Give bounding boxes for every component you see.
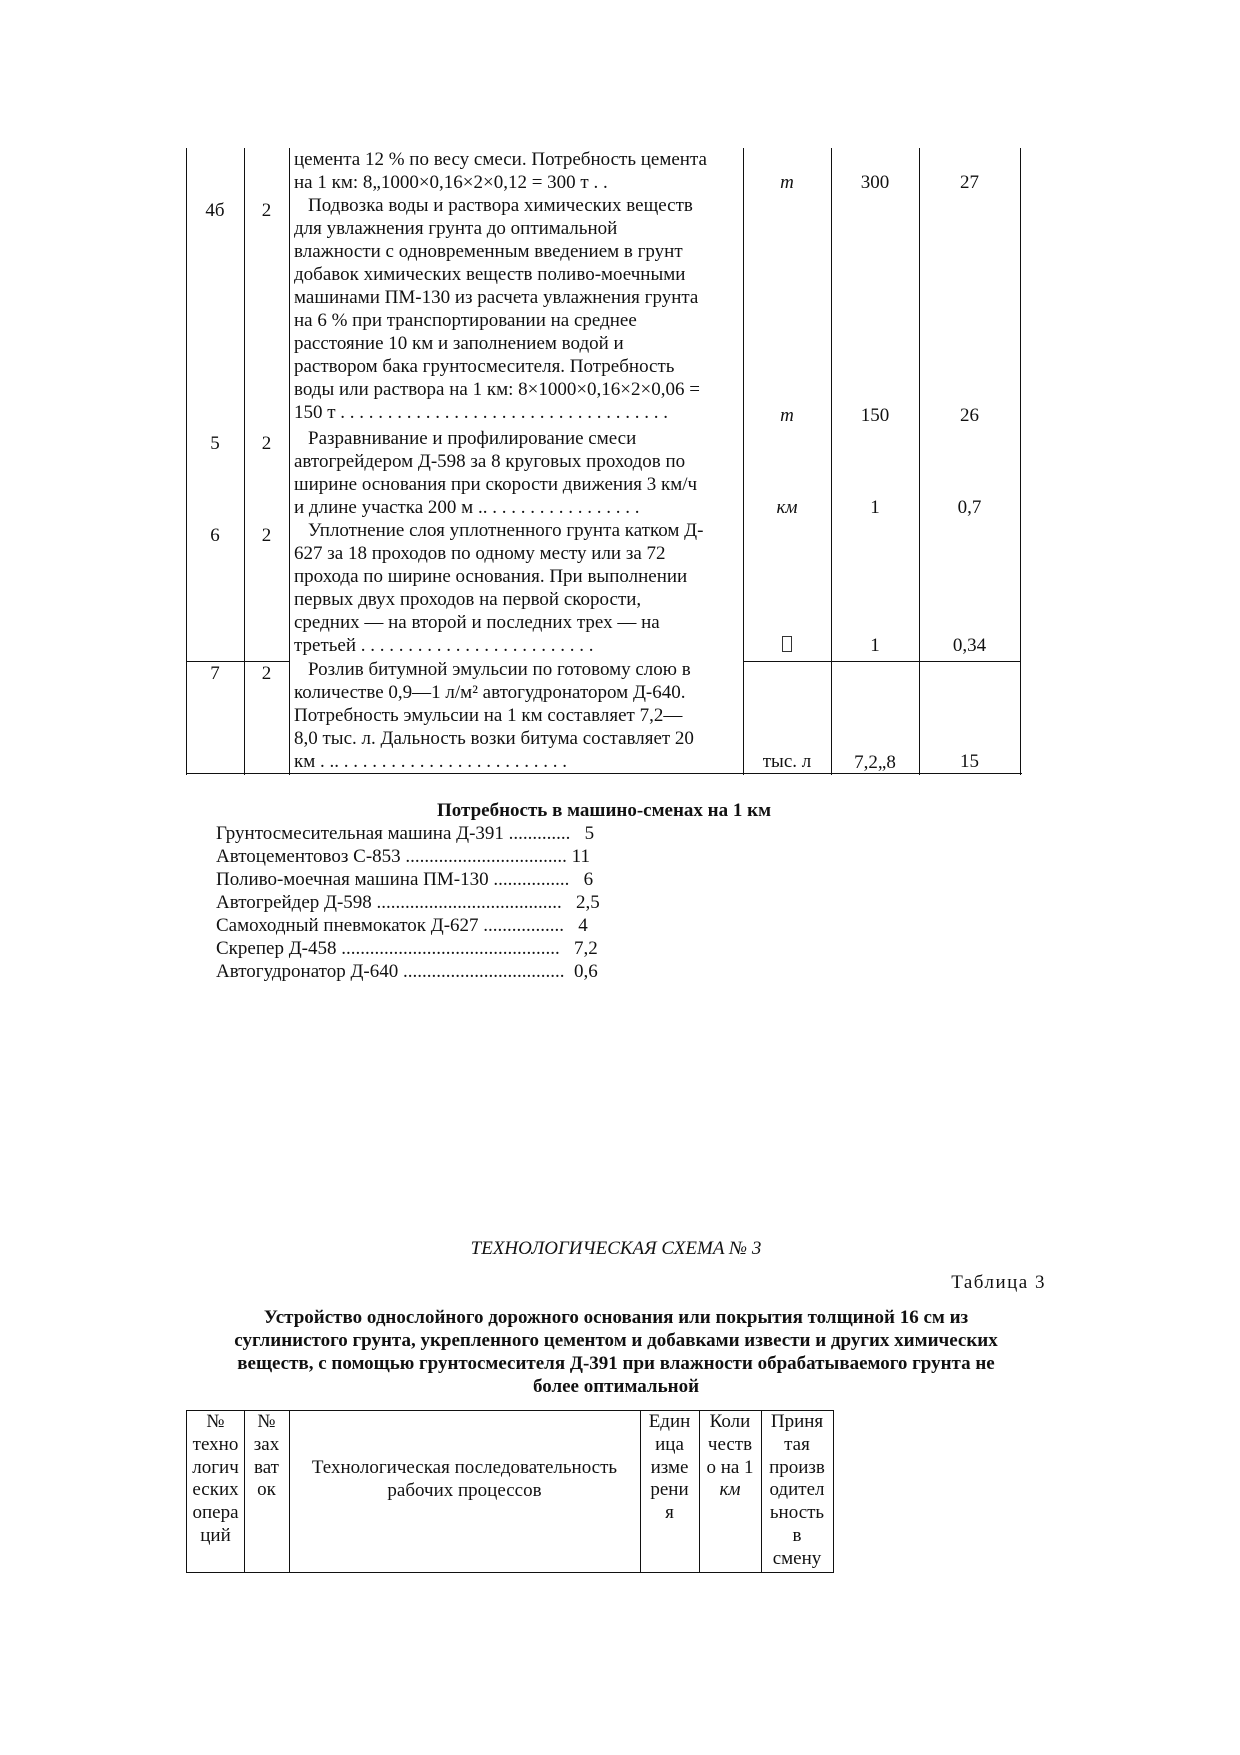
- work-table: [186, 148, 1022, 775]
- rate-cell: 15: [960, 751, 979, 772]
- unit-cell: т: [780, 172, 794, 193]
- zahvat-number: 2: [261, 663, 272, 684]
- table-label: Таблица 3: [951, 1272, 1046, 1293]
- list-item: Поливо-моечная машина ПМ-130 ................ 6: [216, 869, 594, 890]
- table-border: [919, 148, 920, 775]
- operation-number: 6: [210, 525, 220, 546]
- quantity-cell: 150: [860, 405, 890, 426]
- operation-description: Разравнивание и профилирование смеси автогрейдером Д-598 за 8 круговых проходов по ширине основания при скорости движения 3 км/ч и длине участка 200 м .. . . . . . . . . . . . . . . . .: [294, 428, 698, 518]
- operation-description: цемента 12 % по весу смеси. Потребность цемента на 1 км: 8„1000×0,16×2×0,12 = 300 т . .: [294, 149, 707, 193]
- table-border: [1020, 148, 1021, 775]
- table-border: [831, 148, 832, 775]
- quantity-cell: 300: [860, 172, 890, 193]
- rate-cell: 0,7: [957, 497, 982, 518]
- needs-title: Потребность в машино-сменах на 1 км: [436, 800, 772, 821]
- operation-description: Подвозка воды и раствора химических веществ для увлажнения грунта до оптимальной влажности с одновременным введением в грунт добавок химических веществ поливо-моечными машинами ПМ-130 из расчета увлажнения грунта на 6 % при транспортировании на среднее расстояние 10 км и заполнением водой и раствором бака грунтосмесителя. Потребность воды или раствора на 1 км: 8×1000×0,16×2×0,06 = 150 т . . . . . . . . . . . . . . . . . . . . . . . . . . . . . . . . . . .: [294, 195, 700, 423]
- rate-cell: 26: [960, 405, 979, 426]
- operation-number: 7: [210, 663, 220, 684]
- list-item: Самоходный пневмокаток Д-627 ................. 4: [216, 915, 588, 936]
- header-unit: Един ица изме рени я: [648, 1411, 691, 1524]
- rate-cell: 27: [960, 172, 979, 193]
- missing-glyph-icon: [743, 634, 831, 657]
- quantity-cell: 1: [870, 635, 880, 656]
- list-item: Автоцементовоз С-853 .................................. 11: [216, 846, 590, 867]
- table-border: [289, 148, 290, 775]
- list-item: Автогудронатор Д-640 .................................. 0,6: [216, 961, 598, 982]
- table-caption: Устройство однослойного дорожного основания или покрытия толщиной 16 см из суглинистого грунта, укрепленного цементом и добавками извести и других химических веществ, с помощью грунтосмесителя Д-391 при влажности обрабатываемого грунта не более оптимальной: [234, 1307, 998, 1397]
- header-productivity: Приня тая произв одител ьность в смену: [769, 1411, 825, 1569]
- zahvat-number: 2: [261, 200, 272, 221]
- header-quantity: Коли честв о на 1 км: [706, 1411, 754, 1501]
- header-operation-number: № техно логич еских опера ций: [192, 1411, 239, 1546]
- list-item: Грунтосмесительная машина Д-391 ............. 5: [216, 823, 595, 844]
- unit-cell: тыс. л: [762, 751, 812, 772]
- unit-cell: км: [776, 497, 798, 518]
- header-process-sequence: Технологическая последовательность рабочих процессов: [311, 1457, 618, 1501]
- scheme-table-header: [186, 1410, 834, 1573]
- operation-description: Розлив битумной эмульсии по готовому слою в количестве 0,9—1 л/м² автогудронатором Д-640. Потребность эмульсии на 1 км составляет 7,2— 8,0 тыс. л. Дальность возки битума составляет 20 км . .. . . . . . . . . . . . . . . . . . . . . . . . .: [294, 659, 694, 772]
- list-item: Скрепер Д-458 .............................................. 7,2: [216, 938, 598, 959]
- quantity-cell: 7,2„8: [854, 752, 896, 773]
- table-border: [743, 661, 1021, 662]
- quantity-cell: 1: [870, 497, 880, 518]
- scheme-title: ТЕХНОЛОГИЧЕСКАЯ СХЕМА № 3: [470, 1238, 762, 1259]
- header-zahvatka-number: № зах ват ок: [253, 1411, 280, 1501]
- unit-cell: т: [780, 405, 794, 426]
- zahvat-number: 2: [261, 433, 272, 454]
- list-item: Автогрейдер Д-598 ....................................... 2,5: [216, 892, 600, 913]
- operation-description: Уплотнение слоя уплотненного грунта катком Д- 627 за 18 проходов по одному месту или за 72 прохода по ширине основания. При выполнении первых двух проходов на первой скорости, средних — на второй и последних трех — на третьей . . . . . . . . . . . . . . . . . . . . . . . . .: [294, 520, 704, 656]
- operation-number: 4б: [205, 200, 225, 221]
- operation-number: 5: [210, 433, 220, 454]
- table-border: [743, 148, 744, 775]
- zahvat-number: 2: [261, 525, 272, 546]
- rate-cell: 0,34: [952, 635, 987, 656]
